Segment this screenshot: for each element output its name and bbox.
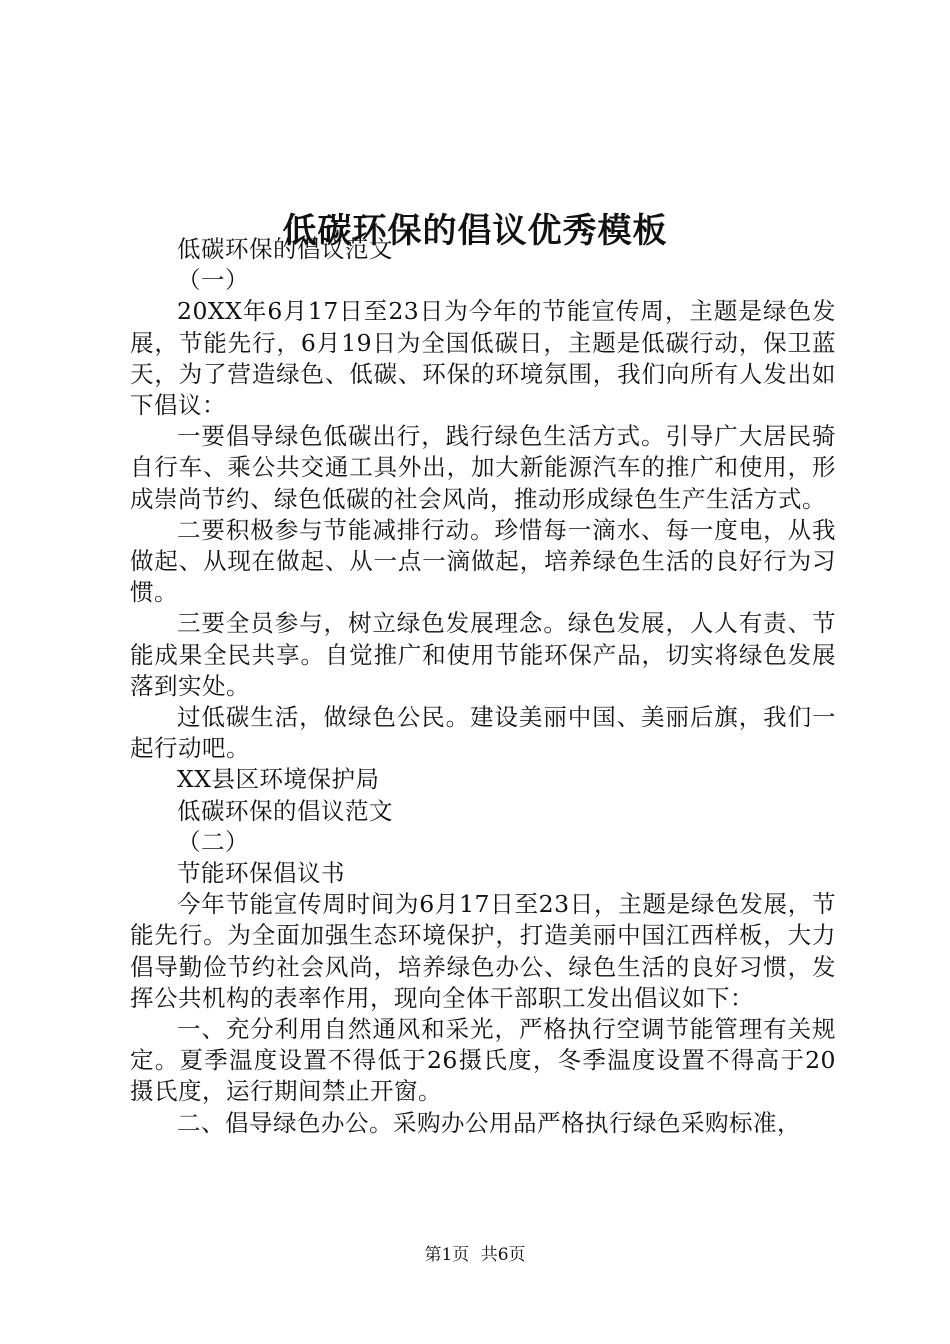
- paragraph: 二要积极参与节能减排行动。珍惜每一滴水、每一度电，从我做起、从现在做起、从一点一滴做起，培养绿色生活的良好行为习惯。: [130, 515, 836, 607]
- paragraph: 过低碳生活，做绿色公民。建设美丽中国、美丽后旗，我们一起行动吧。: [130, 703, 836, 763]
- document-title: 低碳环保的倡议优秀模板: [282, 210, 668, 251]
- page-total: 共6页: [480, 1245, 526, 1265]
- paragraph: 今年节能宣传周时间为6月17日至23日，主题是绿色发展，节能先行。为全面加强生态环境保护，打造美丽中国江西样板，大力倡导勤俭节约社会风尚，培养绿色办公、绿色生活的良好习惯，发挥公共机构的表率作用，现向全体干部职工发出倡议如下：: [130, 890, 836, 1012]
- section-heading-2: 低碳环保的倡议范文: [177, 796, 393, 825]
- paragraph: 一要倡导绿色低碳出行，践行绿色生活方式。引导广大居民骑自行车、乘公共交通工具外出，加大新能源汽车的推广和使用，形成崇尚节约、绿色低碳的社会风尚，推动形成绿色生产生活方式。: [130, 422, 836, 513]
- signature-line: XX县区环境保护局: [177, 765, 380, 794]
- section-heading-1: 低碳环保的倡议范文: [177, 235, 393, 263]
- page-footer: [0, 1243, 950, 1267]
- paragraph: 三要全员参与，树立绿色发展理念。绿色发展，人人有责、节能成果全民共享。自觉推广和使用节能环保产品，切实将绿色发展落到实处。: [130, 609, 836, 700]
- page-number: 第1页: [424, 1245, 470, 1265]
- document-body: [130, 234, 836, 1139]
- section-number-1: （一）: [177, 266, 249, 295]
- paragraph: 二、倡导绿色办公。采购办公用品严格执行绿色采购标准，: [177, 1108, 801, 1137]
- subtitle: 节能环保倡议书: [177, 859, 345, 888]
- section-number-2: （二）: [177, 827, 249, 856]
- paragraph: 20XX年6月17日至23日为今年的节能宣传周，主题是绿色发展，节能先行，6月19日为全国低碳日，主题是低碳行动，保卫蓝天，为了营造绿色、低碳、环保的环境氛围，我们向所有人发出如下倡议：: [130, 297, 836, 420]
- paragraph: 一、充分利用自然通风和采光，严格执行空调节能管理有关规定。夏季温度设置不得低于26摄氏度，冬季温度设置不得高于20摄氏度，运行期间禁止开窗。: [130, 1015, 836, 1106]
